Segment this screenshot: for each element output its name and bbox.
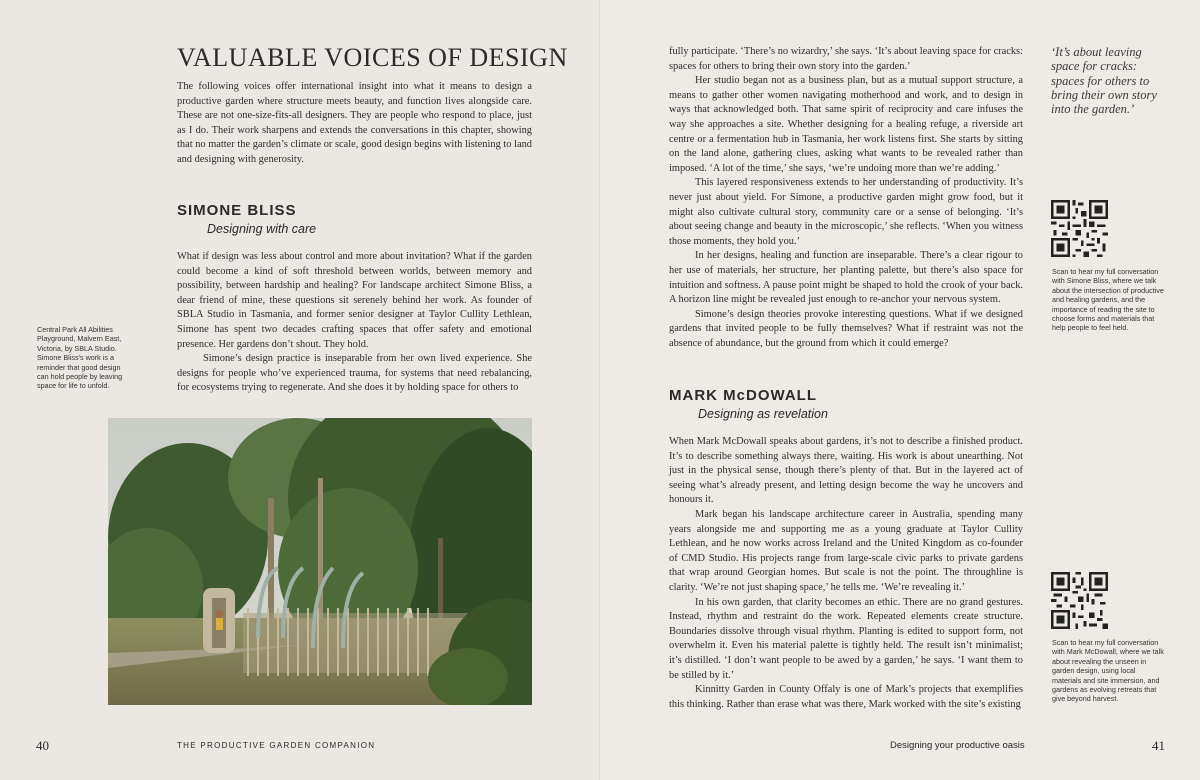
qr-caption-mark: Scan to hear my full conversation with Mark McDowall, where we talk about revealing the unseen in garden design, using local materials and site immersion, and gardens as evolving retreats that give beyond harvest.	[1052, 638, 1164, 704]
mark-mcdowall-heading: MARK McDOWALL	[669, 387, 817, 404]
qr-caption-simone: Scan to hear my full conversation with Simone Bliss, where we talk about the intersection of productive and healing gardens, and the importance of reading the site to choose forms and materials that help people to feel held.	[1052, 267, 1164, 333]
mark-para-4: Kinnitty Garden in County Offaly is one of Mark’s projects that exemplifies this thinking. Rather than erase what was there, Mark worked with the site’s existing	[669, 684, 1023, 710]
running-head-left: THE PRODUCTIVE GARDEN COMPANION	[177, 741, 376, 750]
page-number-right: 41	[1152, 738, 1165, 753]
intro-paragraph	[177, 80, 532, 168]
mark-para-2: Mark began his landscape architecture career in Australia, spending many years alongside me and supporting me as a young graduate at Taylor Cullity Lethlean, and he now works across Ireland and the United Kingdom as co-founder of CMD Studio. His projects range from large-scale civic parks to private gardens that wrap around Georgian homes. But scale is not the point. The throughline is clarity. ‘We’re not just shaping space,’ he tells me. ‘We’re revealing it.’	[669, 508, 1023, 593]
qr-code-icon	[1051, 572, 1108, 629]
simone-bliss-subheading: Designing with care	[207, 222, 317, 236]
mark-column	[669, 435, 1023, 712]
simone-para-1: What if design was less about control and more about invitation? What if the garden could become a kind of soft threshold between worlds, between memory and possibility, between hardship and healing? For landscape architect Simone Bliss, a dear friend of mine, these questions sit serenely behind her work. As founder of SBLA Studio in Tasmania, and former senior designer at Taylor Cullity Lethlean, Simone has spent two decades crafting spaces that offer safety and emotional presence. Her gardens don’t shout. They hold.	[177, 251, 532, 350]
playground-photo	[108, 418, 532, 705]
simone-para-7: Simone’s design theories provoke interesting questions. What if we designed gardens that invited people to be fully themselves? What if restraint was not the absence of abundance, but the ground from which it could emerge?	[669, 308, 1023, 349]
simone-para-6: In her designs, healing and function are inseparable. There’s a clear rigour to her use of materials, her structure, her planting palette, but there’s also space for intuition and softness. A pause point might be shaped to hold the crook of your back. A horizon line might be revealed just enough to re-anchor your nervous system.	[669, 250, 1023, 306]
qr-code-simone[interactable]	[1051, 200, 1108, 257]
qr-code-mark[interactable]	[1051, 572, 1108, 629]
simone-para-5: This layered responsiveness extends to her understanding of productivity. It’s never just about yield. For Simone, a productive garden might grow food, but it might also cultivate cultural story, community care or a sense of belonging. ‘It’s about seeing change and beauty in the microscopic,’ she reflects. ‘When you witness those moments, they hold you.’	[669, 177, 1023, 247]
intro-text: The following voices offer international insight into what it means to design a productive garden where structure meets beauty, and function lives alongside care. These are not one-size-fits-all designers. They are people who respond to place, just as I do. Their work sharpens and extends the conversations in this chapter, showing that no matter the garden’s climate or scale, good design begins with listening to land and designing with generosity.	[177, 81, 532, 165]
page-number-left: 40	[36, 738, 49, 753]
playground-photo-image	[108, 418, 532, 705]
spread-headline: VALUABLE VOICES OF DESIGN	[177, 43, 568, 72]
simone-para-4: Her studio began not as a business plan, but as a mutual support structure, a means to gather other women navigating motherhood and work, and to design in ways that acknowledged both. That same spirit of reciprocity and care infuses the way she approaches a site. Whether designing for a healing refuge, a riverside art centre or a fermentation hub in Tasmania, her work listens first. She starts by sitting on the land alone, gathering clues, asking what wants to be revealed rather than imposed. ‘A lot of the time,’ she says, ‘we’re undoing more than we’re adding.’	[669, 75, 1023, 174]
mark-para-1: When Mark McDowall speaks about gardens, it’s not to describe a finished product. It’s to describe something always there, waiting. His work is about unearthing. Not just in the physical sense, though there’s plenty of that. But in the layered act of seeing what’s already present, and letting design become the way he uncovers and honours it.	[669, 436, 1023, 506]
simone-column-1	[177, 250, 532, 396]
mark-mcdowall-subheading: Designing as revelation	[698, 407, 828, 421]
qr-code-icon	[1051, 200, 1108, 257]
simone-para-3: fully participate. ‘There’s no wizardry,’ she says. ‘It’s about leaving space for cracks: spaces for others to bring their own story into the garden.’	[669, 46, 1023, 72]
running-head-right: Designing your productive oasis	[890, 740, 1025, 751]
simone-bliss-heading: SIMONE BLISS	[177, 202, 297, 219]
pull-quote: ‘It’s about leaving space for cracks: spaces for others to bring their own story into the garden.’	[1051, 45, 1157, 117]
simone-para-2: Simone’s design practice is inseparable from her own lived experience. She designs for people who’ve experienced trauma, for systems that need rebalancing, for ecosystems trying to regenerate. And she does it by holding space for others to	[177, 353, 532, 394]
photo-caption: Central Park All Abilities Playground, Malvern East, Victoria, by SBLA Studio. Simone Bliss’s work is a reminder that good design can hold people by leaving space for life to unfold.	[37, 325, 123, 391]
mark-para-3: In his own garden, that clarity becomes an ethic. There are no grand gestures. Instead, rhythm and restraint do the work. Repeated elements create structure. Boundaries dissolve through visual rhythm. Planting is edited to support form, not overwhelm it. Even his material palette is tightly held. The result isn’t minimalist; it’s distilled. ‘I don’t want people to be awed by a garden,’ he says. ‘I want them to be stilled by it.’	[669, 596, 1023, 681]
simone-column-2	[669, 45, 1023, 351]
book-spine	[599, 0, 601, 780]
